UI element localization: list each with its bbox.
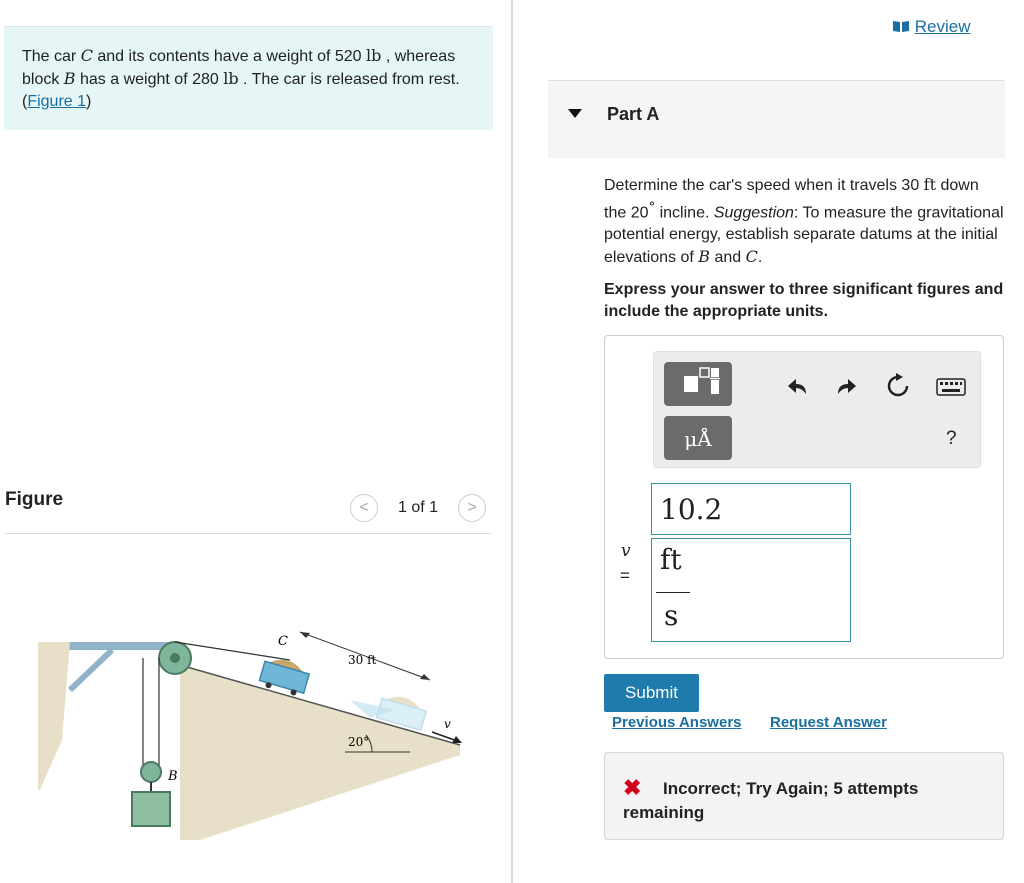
car-variable: C	[80, 46, 93, 65]
incorrect-icon: ✖	[623, 775, 642, 800]
car-label: C	[278, 634, 288, 649]
column-divider	[511, 0, 513, 883]
incline-pulley-figure	[0, 540, 490, 840]
question-text: Determine the car's speed when it travels 30 ft down the 20° incline. Suggestion: To measure the gravitational potential energy, establish separate datums at the initial elevations of B and C.	[604, 175, 1004, 267]
block-variable: B	[63, 69, 76, 88]
help-button[interactable]: ?	[946, 428, 957, 449]
figure-page-indicator: 1 of 1	[398, 499, 439, 516]
fraction-bar	[656, 592, 690, 593]
figure-next-button[interactable]: >	[458, 494, 486, 522]
problem-statement-panel	[4, 26, 493, 130]
unit-denominator[interactable]: s	[664, 599, 679, 632]
unit-input[interactable]	[651, 538, 851, 642]
incline-ground	[180, 665, 460, 840]
answer-box	[604, 335, 1004, 659]
figure-link[interactable]: Figure 1	[27, 93, 87, 110]
previous-answers-link[interactable]: Previous Answers	[612, 714, 742, 731]
unit-lb: lb	[223, 69, 239, 88]
keyboard-icon[interactable]	[936, 378, 966, 396]
templates-button[interactable]	[664, 362, 732, 406]
figure-divider	[4, 533, 492, 534]
part-a-header[interactable]	[548, 80, 1005, 158]
collapse-caret-icon[interactable]	[568, 109, 582, 118]
figure-title: Figure	[5, 489, 64, 510]
unit-numerator[interactable]: ft	[660, 543, 682, 576]
submit-button[interactable]: Submit	[604, 674, 699, 712]
redo-icon[interactable]	[832, 372, 860, 400]
review-link[interactable]: Review	[892, 17, 970, 37]
answer-instruction: Express your answer to three significant figures and include the appropriate units.	[604, 281, 1004, 320]
pulley-hub	[170, 653, 180, 663]
figure-prev-button[interactable]: <	[350, 494, 378, 522]
block-b	[132, 792, 170, 826]
math-toolbar	[653, 351, 981, 468]
request-answer-link[interactable]: Request Answer	[770, 714, 887, 731]
equals-sign: =	[620, 566, 630, 585]
part-a-title: Part A	[607, 104, 660, 124]
angle-label: 20°	[348, 735, 370, 749]
lower-pulley	[141, 762, 161, 782]
cable-to-car	[175, 642, 290, 660]
wall	[38, 642, 70, 790]
distance-label: 30 ft	[348, 653, 377, 667]
undo-icon[interactable]	[784, 372, 812, 400]
unit-lb: lb	[366, 46, 382, 65]
bracket-strut	[70, 650, 112, 690]
velocity-label: v	[444, 717, 451, 731]
feedback-panel	[604, 752, 1004, 840]
reset-icon[interactable]	[884, 372, 912, 400]
book-icon	[892, 20, 910, 33]
problem-text: The car C and its contents have a weight of 520 lb , whereas block B has a weight of 280 lb . The car is released from rest. (Figure 1)	[22, 46, 460, 110]
fraction-template-icon	[664, 362, 732, 406]
feedback-text: Incorrect; Try Again; 5 attempts remaining	[623, 779, 919, 822]
value-input[interactable]: 10.2	[651, 483, 851, 535]
units-button[interactable]: μÅ	[664, 416, 732, 460]
block-label: B	[168, 769, 178, 784]
answer-variable: v	[621, 541, 631, 561]
